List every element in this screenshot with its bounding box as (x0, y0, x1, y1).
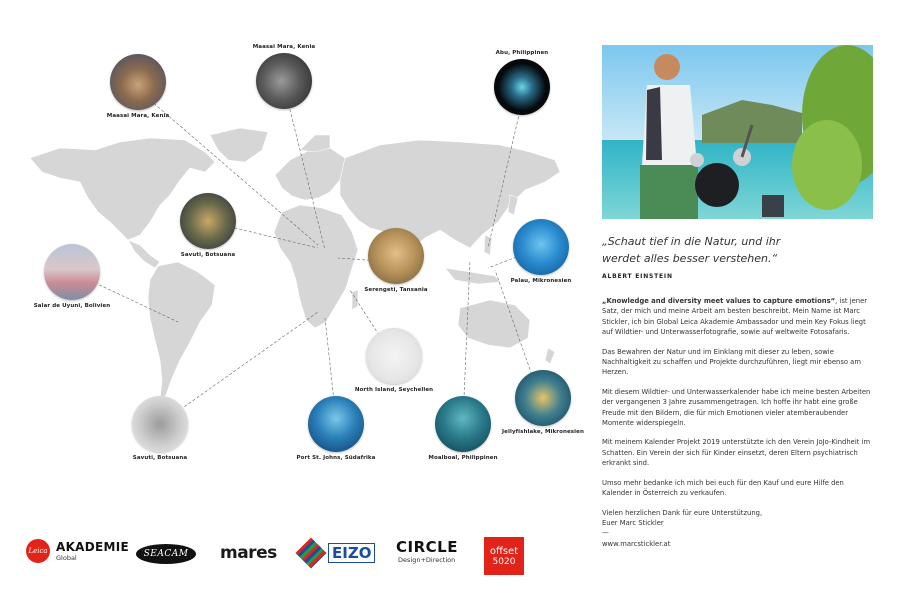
photo-pin-palau[interactable] (508, 219, 574, 284)
pin-label: Serengeti, Tansania (364, 287, 428, 293)
photo-pin-maasai-mara-1[interactable] (108, 54, 168, 119)
offset-logo[interactable] (484, 537, 524, 575)
lion-photo (110, 54, 166, 110)
signature-block (602, 508, 874, 550)
australia (458, 300, 530, 348)
pin-label: Maasai Mara, Kenia (252, 44, 316, 50)
eizo-diamond-icon (295, 537, 326, 568)
pin-label: Jellyfishlake, Mikronesien (502, 429, 584, 435)
global-text: Global (56, 554, 77, 562)
photo-pin-maasai-mara-2[interactable] (250, 44, 318, 109)
shark-photo (308, 396, 364, 452)
central-america (128, 240, 160, 268)
eizo-text: EIZO (328, 543, 375, 563)
right-column (602, 45, 874, 549)
circle-text: CIRCLE (396, 538, 458, 556)
cheetah-photo (368, 228, 424, 284)
circle-sub-text: Design+Direction (398, 556, 456, 564)
photo-pin-north-island[interactable] (356, 328, 432, 393)
quote-text: „Schaut tief in die Natur, und ihr werdet alles besser verstehen.“ (602, 235, 781, 265)
leopard-photo (180, 193, 236, 249)
pin-label: Salar de Uyuni, Bolivien (33, 303, 111, 309)
pin-label: North Island, Seychellen (354, 387, 434, 393)
shrimp-photo (494, 59, 550, 115)
sponsor-logos (24, 535, 564, 579)
philippines (484, 235, 492, 255)
photo-pin-savuti-1[interactable] (178, 193, 238, 258)
circle-logo[interactable] (396, 538, 458, 564)
baby-turtle-photo (366, 328, 422, 384)
madagascar (352, 290, 358, 310)
mares-logo[interactable] (220, 543, 277, 563)
photo-pin-abu[interactable] (490, 50, 554, 115)
pin-label: Abu, Philippinen (495, 50, 549, 56)
flamingo-photo (44, 244, 100, 300)
mares-text: mares (220, 543, 277, 563)
eizo-logo[interactable] (300, 542, 375, 564)
new-zealand (545, 348, 555, 364)
japan (508, 195, 518, 215)
pin-label: Maasai Mara, Kenia (106, 113, 170, 119)
bio-motto: „Knowledge and diversity meet values to capture emotions“ (602, 297, 836, 305)
photo-pin-moalboal[interactable] (430, 396, 496, 461)
jellyfish-photo (515, 370, 571, 426)
europe (275, 148, 350, 200)
scandinavia (300, 135, 330, 152)
offset-text: offset (489, 545, 519, 557)
indonesia (445, 268, 500, 284)
photo-pin-port-st-johns[interactable] (296, 396, 376, 461)
seacam-text: SEACAM (136, 544, 196, 564)
leica-red-dot: Leica (26, 539, 50, 563)
photo-pin-jellyfishlake[interactable] (502, 370, 584, 435)
pin-label: Savuti, Botsuana (180, 252, 236, 258)
lion-bw-photo (256, 53, 312, 109)
bio-paragraph-3: Mit diesem Wildtier- und Unterwasserkalender habe ich meine besten Arbeiten der vergangenen 3 Jahre zusammengetragen. Ich hoffe ihr habt eine große Freude mit den Bildern, die für mich Emotionen vieler atemberaubender Momente widerspiegeln. (602, 387, 871, 428)
south-america (148, 262, 215, 400)
elephant-photo (132, 396, 188, 452)
portrait-illustration (602, 45, 873, 219)
bio-paragraph-1 (602, 296, 874, 338)
thanks-line: Vielen herzlichen Dank für eure Unterstützung, (602, 508, 763, 517)
bio-paragraph-2: Das Bewahren der Natur und im Einklang mit dieser zu leben, sowie Nachhaltigkeit zu schaffen und Projekte durchzuführen, liegt mir ebenso am Herzen. (602, 347, 861, 377)
quote-author: ALBERT EINSTEIN (602, 273, 673, 280)
akademie-text: AKADEMIE (56, 540, 130, 554)
portrait-photo (602, 45, 873, 219)
leica-akademie-logo[interactable] (26, 539, 129, 563)
seacam-logo[interactable] (136, 544, 196, 564)
photo-pin-salar-de-uyuni[interactable] (30, 244, 114, 309)
photo-pin-savuti-2[interactable] (130, 396, 190, 461)
africa (274, 205, 358, 328)
photo-pin-serengeti[interactable] (364, 228, 428, 293)
pin-label: Moalboal, Philippinen (428, 455, 498, 461)
bio-intro: , ist jener Satz, der mich und meine Arbeit am besten beschreibt. Mein Name ist Marc Stickler, ich bin Global Leica Akademie Ambassador und mein Key Fokus liegt auf Wildtier- und Unterwasserfotografie, sowie auf weltweite Fotosafaris. (602, 297, 868, 337)
turtle-photo (513, 219, 569, 275)
pin-label: Savuti, Botsuana (132, 455, 188, 461)
greenland (210, 128, 268, 162)
bio-paragraph-5: Umso mehr bedanke ich mich bei euch für den Kauf und eure Hilfe den Kalender in Österreich zu verkaufen. (602, 478, 844, 498)
name-line: Euer Marc Stickler (602, 518, 664, 527)
bio-paragraph-4: Mit meinem Kalender Projekt 2019 unterstützte ich den Verein JoJo-Kindheit im Schatten. Ein Verein der sich für Kinder einsetzt, deren Eltern psychiatrisch erkrankt sind. (602, 438, 871, 468)
offset-sub-text: 5020 (492, 556, 516, 567)
pin-label: Port St. Johns, Südafrika (296, 455, 376, 461)
dash-line: — (602, 529, 609, 538)
bio-text (602, 296, 874, 499)
sea-lion-photo (435, 396, 491, 452)
website-link[interactable]: www.marcstickler.at (602, 539, 671, 548)
pin-label: Palau, Mikronesien (510, 278, 572, 284)
